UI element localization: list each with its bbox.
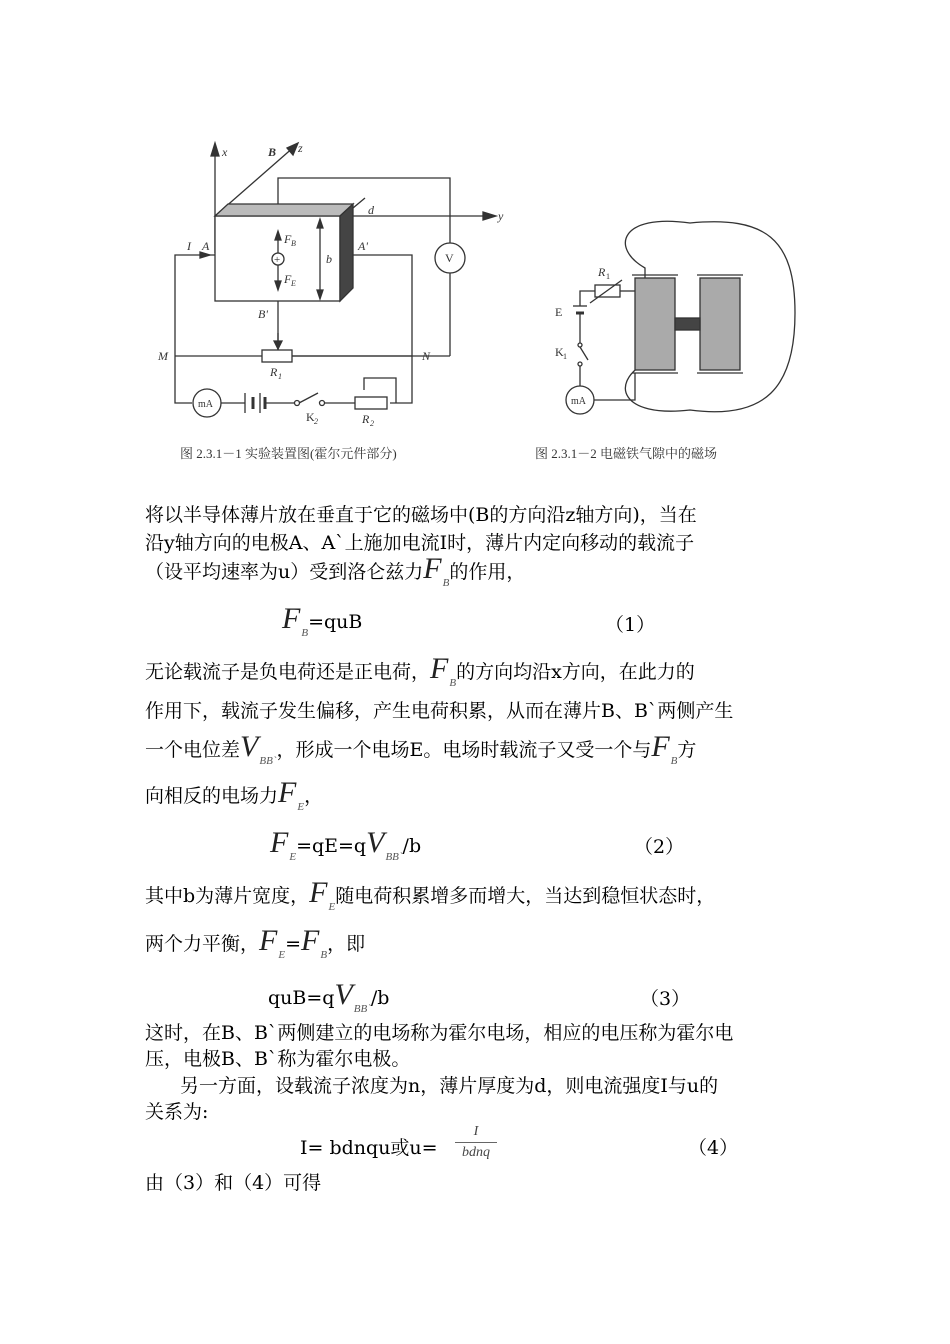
p2-line3: 一个电位差$V_{BB`}$，形成一个电场E。电场时载流子又受一个与$F_B$方 (145, 730, 697, 767)
figure-right-caption: 图 2.3.1－2 电磁铁气隙中的磁场 (535, 446, 718, 461)
hall-element-diagram (175, 143, 496, 417)
fraction-I-over-bdnq: I bdnq (455, 1124, 497, 1161)
svg-text:1: 1 (563, 352, 567, 361)
svg-text:+: + (274, 254, 281, 266)
electromagnet-diagram (566, 221, 795, 414)
equation-2-number: （2） (634, 836, 685, 858)
svg-text:K: K (555, 345, 564, 359)
p5-line2: 关系为: (145, 1101, 209, 1123)
equation-2: $F_E=qE=qV_{BB`}/b$ (270, 826, 422, 863)
p2-line4: 向相反的电场力$F_E$， (145, 776, 324, 813)
svg-text:z: z (298, 141, 303, 155)
svg-text:R: R (598, 265, 606, 279)
svg-text:E: E (291, 279, 296, 288)
svg-text:x: x (222, 145, 228, 159)
svg-text:F: F (284, 232, 292, 246)
apparatus-figure (150, 128, 810, 468)
svg-text:2: 2 (314, 417, 318, 426)
p4-line1: 这时，在B、B`两侧建立的电场称为霍尔电场，相应的电压称为霍尔电 (145, 1022, 734, 1044)
svg-text:y: y (498, 209, 504, 223)
equation-3: $quB=qV_{BB`}/b$ (268, 978, 390, 1015)
svg-text:1: 1 (606, 272, 610, 281)
svg-text:mA: mA (571, 396, 586, 407)
p1-line1: 将以半导体薄片放在垂直于它的磁场中(B的方向沿z轴方向)，当在 (145, 504, 697, 526)
svg-text:M: M (158, 349, 168, 363)
equation-1: $F_B=quB$ (282, 602, 363, 639)
svg-text:b: b (326, 252, 332, 266)
p3-line1: 其中b为薄片宽度，$F_E$随电荷积累增多而增大，当达到稳恒状态时， (145, 876, 716, 913)
svg-text:V: V (445, 251, 454, 265)
svg-text:B': B' (258, 307, 268, 321)
svg-text:B: B (268, 145, 277, 159)
figure-left-caption: 图 2.3.1－1 实验装置图(霍尔元件部分) (180, 446, 397, 461)
p1-line2: 沿y轴方向的电极A、A`上施加电流I时，薄片内定向移动的载流子 (145, 532, 695, 554)
svg-text:A': A' (358, 239, 368, 253)
svg-text:K: K (306, 410, 315, 424)
svg-text:2: 2 (370, 419, 374, 428)
svg-text:R: R (270, 365, 278, 379)
p4-line2: 压，电极B、B`称为霍尔电极。 (145, 1048, 411, 1070)
svg-text:F: F (284, 272, 292, 286)
p2-line2: 作用下，载流子发生偏移，产生电荷积累，从而在薄片B、B`两侧产生 (145, 700, 734, 722)
svg-text:d: d (368, 203, 374, 217)
p5-line1: 另一方面，设载流子浓度为n，薄片厚度为d，则电流强度I与u的 (180, 1075, 719, 1097)
equation-1-number: （1） (605, 614, 656, 636)
svg-text:B: B (291, 239, 296, 248)
svg-text:mA: mA (198, 399, 213, 410)
svg-text:R: R (362, 412, 370, 426)
svg-text:1: 1 (278, 372, 282, 381)
equation-4: I= bdnqu或u= (300, 1137, 438, 1159)
p3-line2: 两个力平衡，$F_E=F_B$，即 (145, 924, 366, 961)
symbol-F: F (423, 552, 442, 585)
svg-text:I: I (187, 239, 191, 253)
svg-text:A: A (202, 239, 210, 253)
p6-line1: 由（3）和（4）可得 (145, 1172, 322, 1194)
svg-text:E: E (555, 305, 563, 319)
svg-text:N: N (422, 349, 431, 363)
p2-line1: 无论载流子是负电荷还是正电荷，$F_B$的方向均沿x方向，在此力的 (145, 652, 695, 689)
equation-3-number: （3） (640, 988, 691, 1010)
equation-4-number: （4） (688, 1137, 739, 1159)
p1-line3: （设平均速率为u）受到洛仑兹力$F_B$的作用， (145, 552, 526, 589)
